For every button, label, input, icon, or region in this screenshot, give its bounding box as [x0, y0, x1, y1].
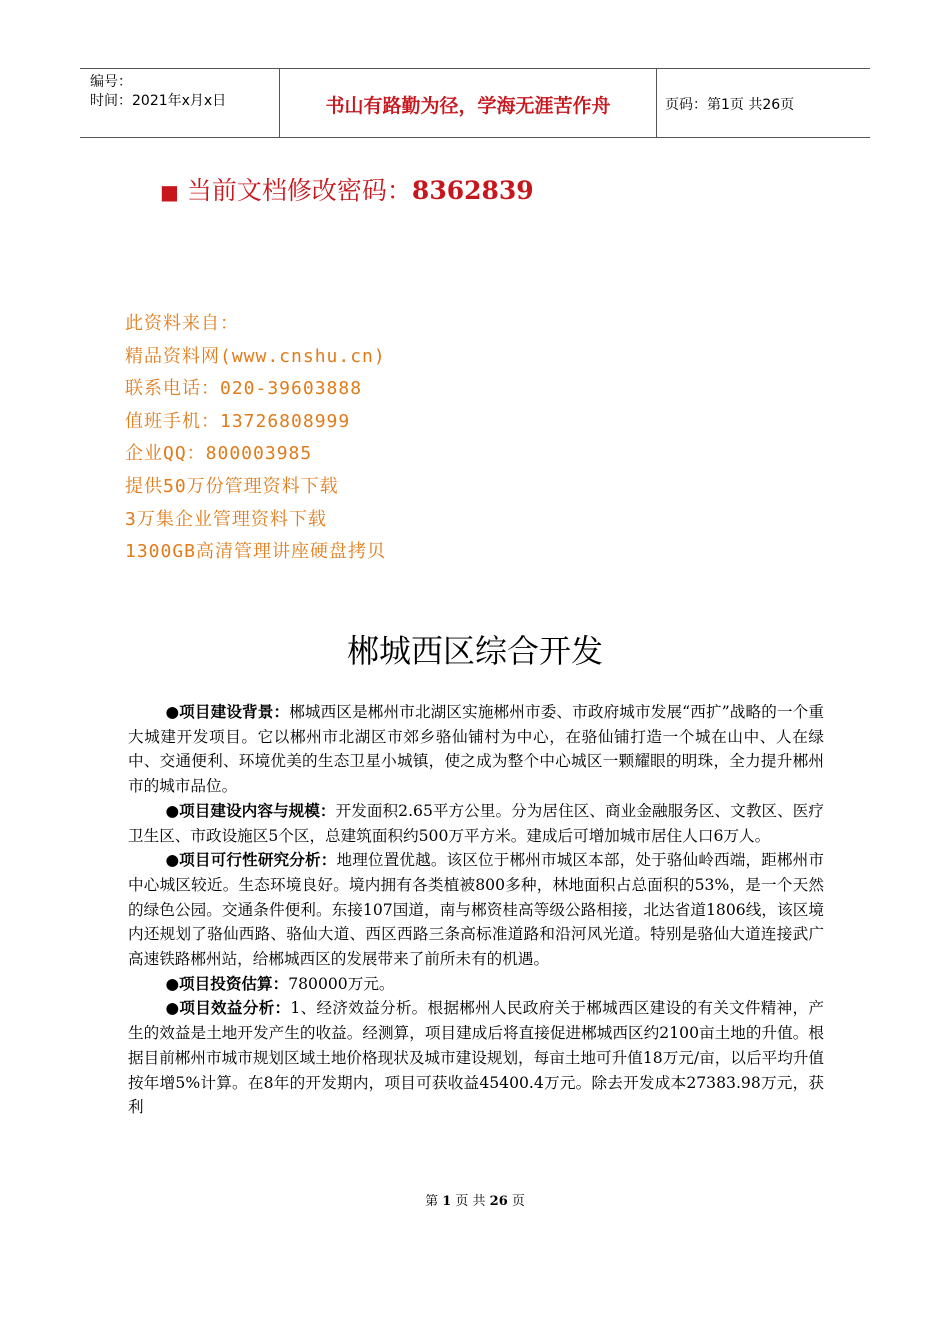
footer-suffix: 页	[507, 1194, 525, 1209]
password-label: 当前文档修改密码：	[186, 176, 412, 205]
header-motto: 书山有路勤为径，学海无涯苦作舟	[325, 95, 611, 117]
source-line: 企业QQ：800003985	[125, 443, 313, 465]
section-text: 780000万元。	[288, 974, 395, 993]
section-text: 1、经济效益分析。根据郴州人民政府关于郴城西区建设的有关文件精神，产生的效益是土地开发产生的收益。经测算，项目建成后将直接促进郴城西区约2100亩土地的升值。根据目前郴州市城市规划区域土地价格现状及城市建设规划，每亩土地可升值18万元/亩，以后平均升值按年增5%计算。在8年的开发期内，项目可获收益45400.4万元。除去开发成本27383.98万元，获利	[128, 999, 825, 1117]
page-footer	[0, 1190, 950, 1209]
source-line: 此资料来自：	[125, 313, 239, 334]
section-text: 开发面积2.65平方公里。分为居住区、商业金融服务区、文教区、医疗卫生区、市政设施区5个区，总建筑面积约500万平方米。建成后可增加城市居住人口6万人。	[128, 801, 824, 845]
doc-number-label: 编号：	[90, 74, 132, 90]
section-paragraph	[128, 972, 824, 997]
document-header	[80, 68, 870, 138]
source-line: 3万集企业管理资料下载	[125, 508, 327, 530]
password-notice	[160, 171, 534, 207]
section-paragraph	[128, 700, 824, 799]
footer-middle: 页 共	[451, 1194, 490, 1209]
section-text: 郴城西区是郴州市北湖区实施郴州市委、市政府城市发展“西扩”战略的一个重大城建开发项目。它以郴州市北湖区市郊乡骆仙铺村为中心，在骆仙铺打造一个城在山中、人在绿中、交通便利、环境优美的生态卫星小城镇，使之成为整个中心城区一颗耀眼的明珠，全力提升郴州市的城市品位。	[128, 703, 824, 796]
doc-time-label: 时间：2021年x月x日	[90, 93, 227, 109]
footer-page-number: 1	[442, 1194, 452, 1209]
header-divider	[279, 69, 280, 137]
section-paragraph	[128, 848, 824, 972]
section-label: ●项目效益分析：	[165, 999, 291, 1018]
document-body	[128, 700, 824, 1120]
section-paragraph	[128, 799, 824, 848]
square-bullet-icon: ■	[160, 180, 179, 204]
footer-total-pages: 26	[489, 1194, 508, 1209]
document-title: 郴城西区综合开发	[346, 632, 603, 670]
source-line: 值班手机：13726808999	[125, 410, 351, 432]
section-text: 地理位置优越。该区位于郴州市城区本部，处于骆仙岭西端，距郴州市中心城区较近。生态环境良好。境内拥有各类植被800多种，林地面积占总面积的53%，是一个天然的绿色公园。交通条件便利。东接107国道，南与郴资桂高等级公路相接，北达省道1806线，该区境内还规划了骆仙西路、骆仙大道、西区西路三条高标准道路和沿河风光道。特别是骆仙大道连接武广高速铁路郴州站，给郴城西区的发展带来了前所未有的机遇。	[128, 851, 824, 969]
footer-prefix: 第	[425, 1194, 443, 1209]
section-label: ●项目建设背景：	[165, 703, 290, 721]
section-label: ●项目投资估算：	[165, 974, 289, 993]
section-label: ●项目可行性研究分析：	[165, 851, 337, 870]
source-line: 1300GB高清管理讲座硬盘拷贝	[125, 541, 387, 563]
password-code: 8362839	[411, 176, 534, 205]
source-line: 提供50万份管理资料下载	[125, 475, 339, 497]
source-line: 联系电话：020-39603888	[125, 378, 363, 400]
header-page-info: 页码：第1页 共26页	[665, 97, 795, 113]
header-meta	[90, 73, 226, 111]
section-label: ●项目建设内容与规模：	[165, 801, 336, 820]
source-line: 精品资料网(www.cnshu.cn)	[125, 345, 386, 367]
header-divider	[656, 69, 657, 137]
source-info-block	[125, 308, 386, 569]
section-paragraph	[128, 996, 824, 1120]
